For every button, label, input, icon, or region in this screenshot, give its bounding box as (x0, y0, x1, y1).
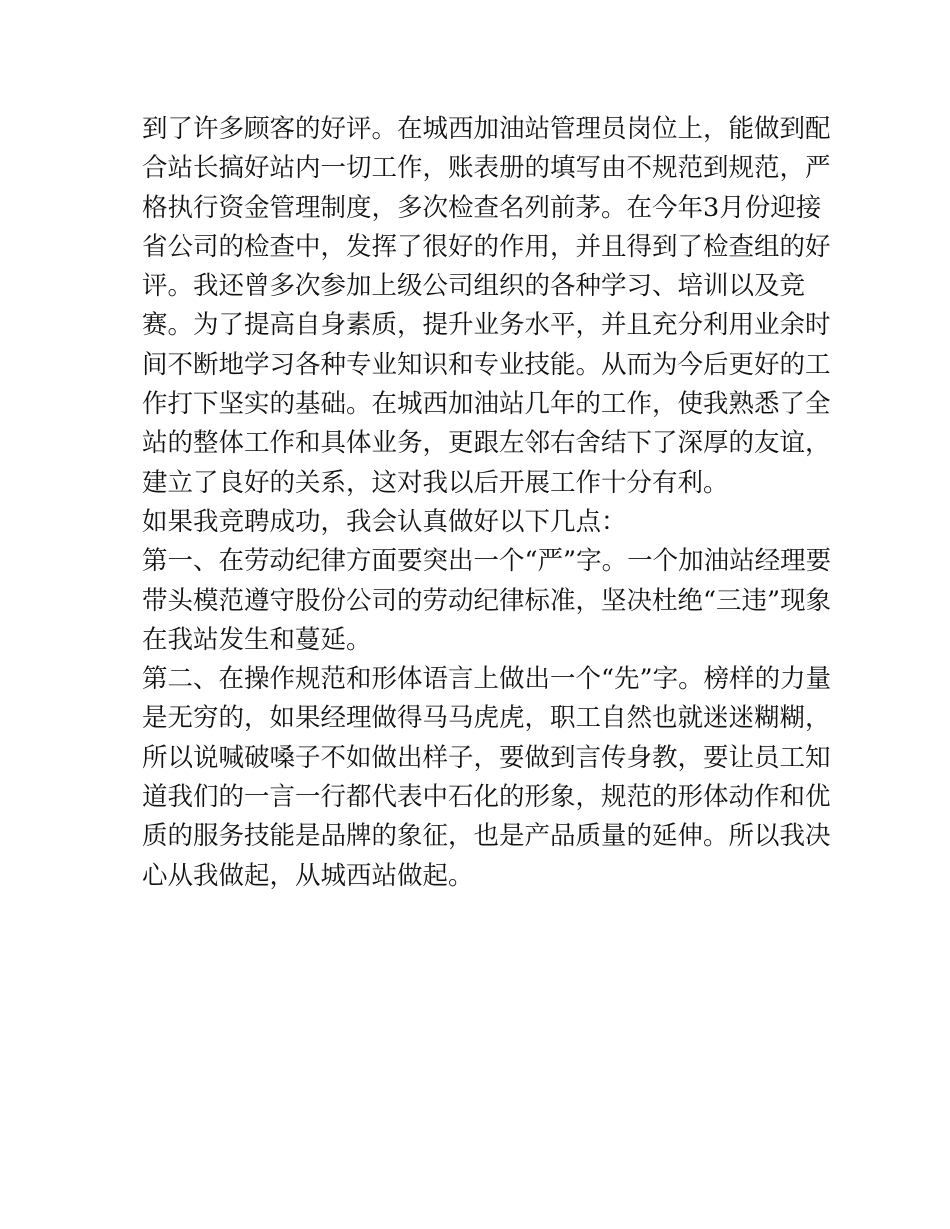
text-line: 所以说喊破嗓子不如做出样子，要做到言传身教，要让员工知 (142, 742, 831, 773)
text-line: 评。我还曾多次参加上级公司组织的各种学习、培训以及竞 (142, 271, 806, 302)
text-line: 在我站发生和蔓延。 (142, 624, 372, 655)
document-body (142, 110, 832, 896)
text-line: 心从我做起，从城西站做起。 (142, 860, 474, 891)
text-line: 如果我竞聘成功，我会认真做好以下几点： (142, 506, 627, 537)
text-line: 道我们的一言一行都代表中石化的形象，规范的形体动作和优 (142, 782, 831, 813)
text-line: 带头模范遵守股份公司的劳动纪律标准，坚决杜绝“三违”现象 (142, 585, 832, 616)
text-line: 站的整体工作和具体业务，更跟左邻右舍结下了深厚的友谊， (142, 428, 831, 459)
text-line: 建立了良好的关系，这对我以后开展工作十分有利。 (142, 467, 729, 498)
text-line: 第二、在操作规范和形体语言上做出一个“先”字。榜样的力量 (142, 664, 832, 695)
text-line: 合站长搞好站内一切工作，账表册的填写由不规范到规范，严 (142, 153, 831, 184)
text-line: 省公司的检查中，发挥了很好的作用，并且得到了检查组的好 (142, 231, 831, 262)
text-line: 质的服务技能是品牌的象征，也是产品质量的延伸。所以我决 (142, 821, 831, 852)
text-line: 到了许多顾客的好评。在城西加油站管理员岗位上，能做到配 (142, 114, 831, 144)
text-line: 是无穷的，如果经理做得马马虎虎，职工自然也就迷迷糊糊， (142, 703, 831, 734)
text-line: 第一、在劳动纪律方面要突出一个“严”字。一个加油站经理要 (142, 546, 832, 577)
text-line: 间不断地学习各种专业知识和专业技能。从而为今后更好的工 (142, 349, 831, 380)
text-line: 赛。为了提高自身素质，提升业务水平，并且充分利用业余时 (142, 310, 831, 341)
text-line: 格执行资金管理制度，多次检查名列前茅。在今年3月份迎接 (142, 192, 822, 223)
text-line: 作打下坚实的基础。在城西加油站几年的工作，使我熟悉了全 (142, 389, 831, 420)
